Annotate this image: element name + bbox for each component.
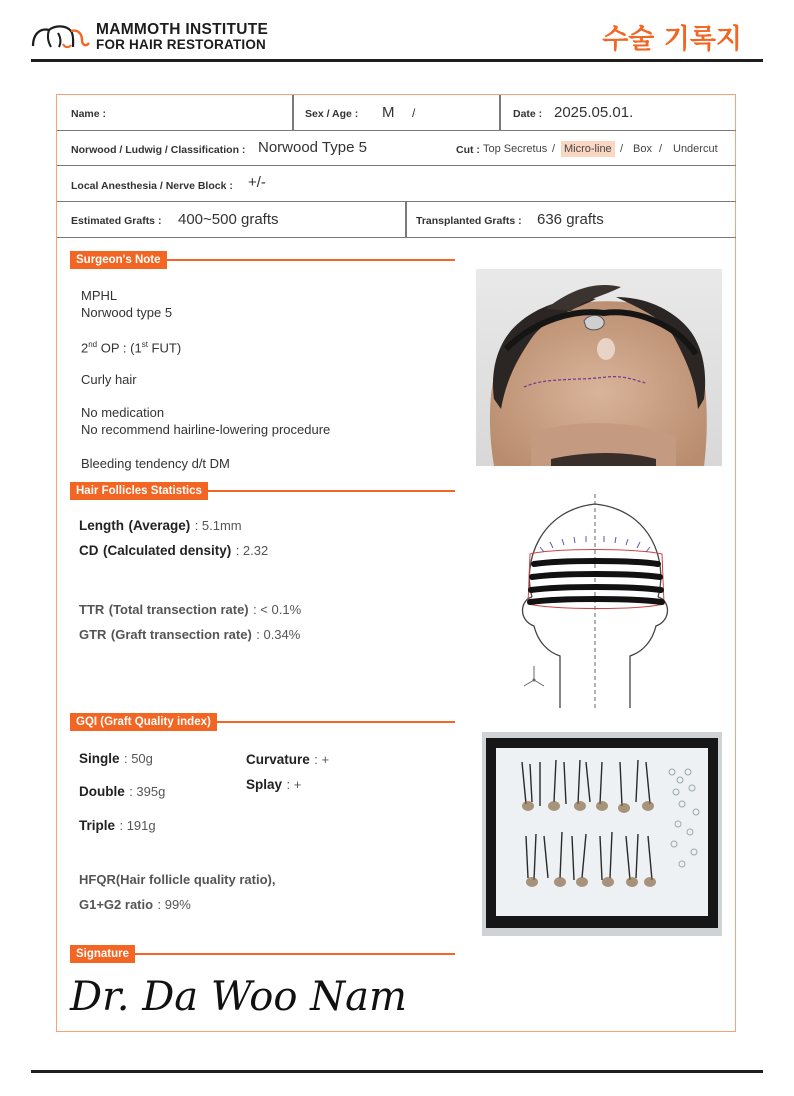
gqi-heading: GQI (Graft Quality index) [70,713,217,731]
cut-separator: / [659,143,663,155]
length-stat: Length (Average) : 5.1mm [79,518,242,533]
graft-microscope-photo [482,732,722,936]
row-divider [292,95,294,130]
header-divider [31,59,763,62]
form-row-name [57,95,736,131]
note-line: Norwood type 5 [81,305,173,320]
org-name-line1: MAMMOTH INSTITUTE [96,21,269,38]
double-grafts: Double : 395g [79,784,166,799]
note-line: No recommend hairline-lowering procedure [81,422,331,437]
axis-icon [520,662,546,692]
note-line: MPHL [81,288,118,303]
ttr-stat: TTR (Total transection rate) : < 0.1% [79,602,302,617]
classification-value: Norwood Type 5 [258,139,367,156]
cut-separator: / [552,143,556,155]
estimated-grafts-value: 400~500 grafts [178,211,279,228]
cd-stat: CD (Calculated density) : 2.32 [79,543,269,558]
estimated-grafts-label: Estimated Grafts : [71,215,162,227]
classification-label: Norwood / Ludwig / Classification : [71,144,246,156]
name-label: Name : [71,108,107,120]
signature-heading: Signature [70,945,135,963]
row-divider [499,95,501,130]
document-title: 수술 기록지 [602,24,742,55]
cut-option-top-secretus: Top Secretus [483,143,548,155]
splay-value: Splay : + [246,777,302,792]
note-line: Bleeding tendency d/t DM [81,456,230,471]
anesthesia-label: Local Anesthesia / Nerve Block : [71,180,233,192]
hfqr-label: HFQR(Hair follicle quality ratio), [79,872,276,887]
note-line: No medication [81,405,165,420]
g1g2-ratio: G1+G2 ratio : 99% [79,897,191,912]
gtr-stat: GTR (Graft transection rate) : 0.34% [79,627,301,642]
footer-divider [31,1070,763,1073]
mammoth-logo-icon [30,20,92,52]
transplanted-grafts-value: 636 grafts [537,211,604,228]
sex-value: M [382,104,395,121]
note-line: Curly hair [81,372,137,387]
date-value: 2025.05.01. [554,104,634,121]
sex-age-label: Sex / Age : [305,108,359,120]
org-name-line2: FOR HAIR RESTORATION [96,37,267,52]
single-grafts: Single : 50g [79,751,153,766]
cut-label: Cut : [456,144,480,156]
transplanted-grafts-label: Transplanted Grafts : [416,215,522,227]
signature-text: Dr. Da Woo Nam [70,974,407,1020]
triple-grafts: Triple : 191g [79,818,156,833]
age-separator: / [412,106,416,120]
note-op-line: 2nd OP : (1st FUT) [81,340,182,356]
cut-option-box: Box [633,143,652,155]
handwritten-signature [66,968,446,1024]
curvature-value: Curvature : + [246,752,330,767]
cut-option-micro-line-selected: Micro-line [561,141,615,157]
date-label: Date : [513,108,543,120]
surgeons-note-heading: Surgeon's Note [70,251,167,269]
follicle-stats-heading: Hair Follicles Statistics [70,482,208,500]
row-divider [405,202,407,237]
anesthesia-value: +/- [248,174,266,191]
patient-head-photo [476,269,722,466]
cut-option-undercut: Undercut [673,143,718,155]
cut-separator: / [620,143,624,155]
